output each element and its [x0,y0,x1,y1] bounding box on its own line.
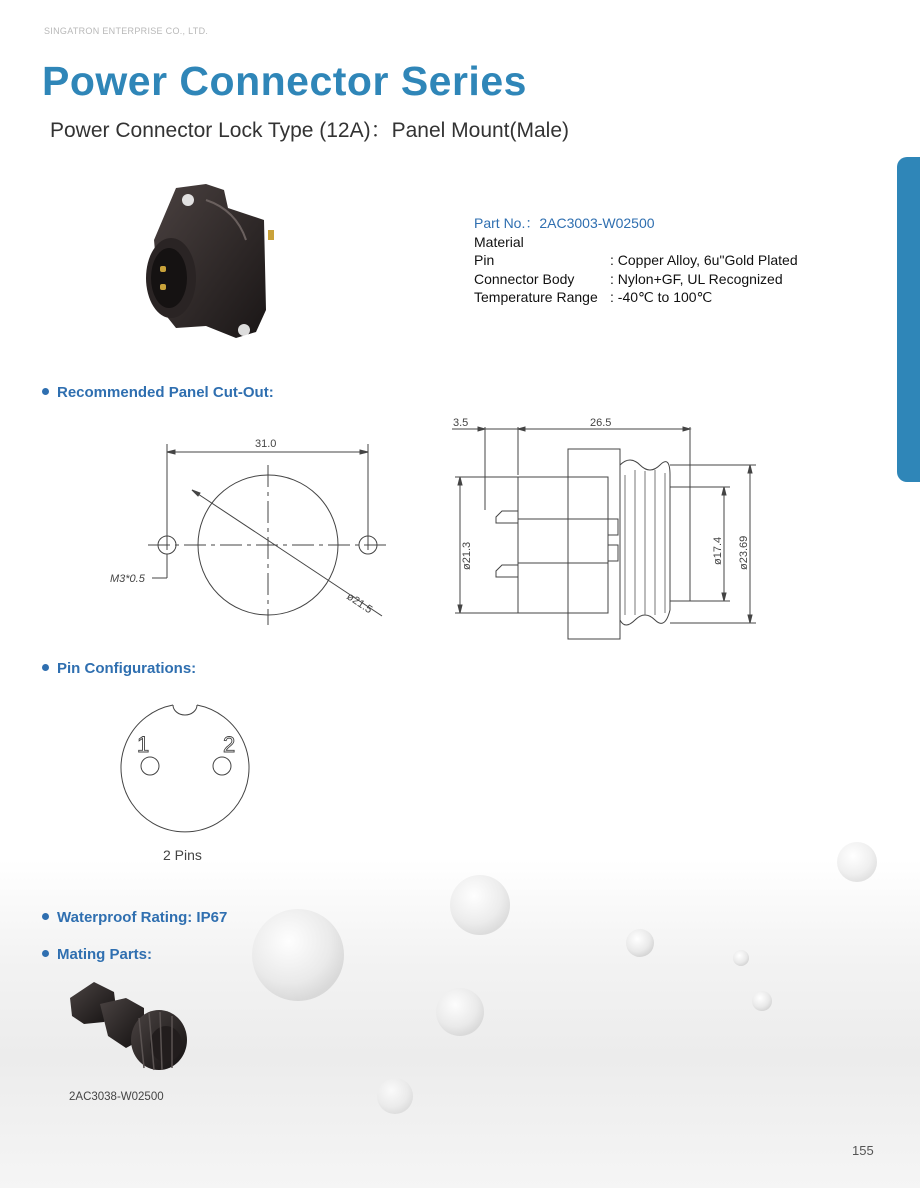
spec-pin-value: : Copper Alloy, 6u"Gold Plated [610,252,798,268]
side-tab [897,157,920,482]
section-waterproof [42,909,227,926]
side-dia-thread-outer: ø23.69 [738,535,750,570]
bullet-icon [42,388,49,395]
bullet-icon [42,950,49,957]
pin-count-label: 2 Pins [163,847,202,863]
section-pins [42,660,196,677]
mating-part-number: 2AC3038-W02500 [69,1091,164,1103]
side-view-drawing [440,415,770,645]
pin-1-label: 1 [137,732,150,757]
section-cutout [42,384,274,401]
side-dia-body: ø21.3 [461,541,473,570]
side-dim-b: 26.5 [590,417,612,429]
section-mating-label: Mating Parts: [57,946,153,963]
page-number: 155 [852,1143,874,1158]
part-number: Part No.：2AC3003-W02500 [474,215,655,231]
spec-temp-value: : -40℃ to 100℃ [610,289,713,305]
cutout-width-dim: 31.0 [255,438,277,450]
spec-pin-label: Pin [474,252,495,268]
side-dim-a: 3.5 [453,417,469,429]
spec-body-value: : Nylon+GF, UL Recognized [610,270,783,287]
pin-2-label: 2 [223,732,236,757]
product-photo [136,180,286,340]
cutout-hole-label: M3*0.5 [110,573,145,585]
bullet-icon [42,913,49,920]
side-dia-thread-inner: ø17.4 [712,536,724,565]
pin-config-drawing [116,698,256,838]
mating-part-photo [64,978,194,1078]
section-cutout-label: Recommended Panel Cut-Out: [57,384,274,401]
section-pins-label: Pin Configurations: [57,660,197,677]
material-heading: Material [474,233,524,250]
cutout-drawing [100,430,375,630]
section-waterproof-label: Waterproof Rating: IP67 [57,909,228,926]
page-title: Power Connector Series [42,58,527,104]
cutout-diameter-label: ø21.5 [344,590,375,617]
company-name: SINGATRON ENTERPRISE CO., LTD. [44,26,209,36]
bullet-icon [42,664,49,671]
page-subtitle: Power Connector Lock Type (12A)：Panel Mount(Male) [50,119,570,142]
spec-temp-label: Temperature Range [474,289,598,305]
spec-body-label: Connector Body [474,270,575,287]
section-mating [42,946,152,963]
